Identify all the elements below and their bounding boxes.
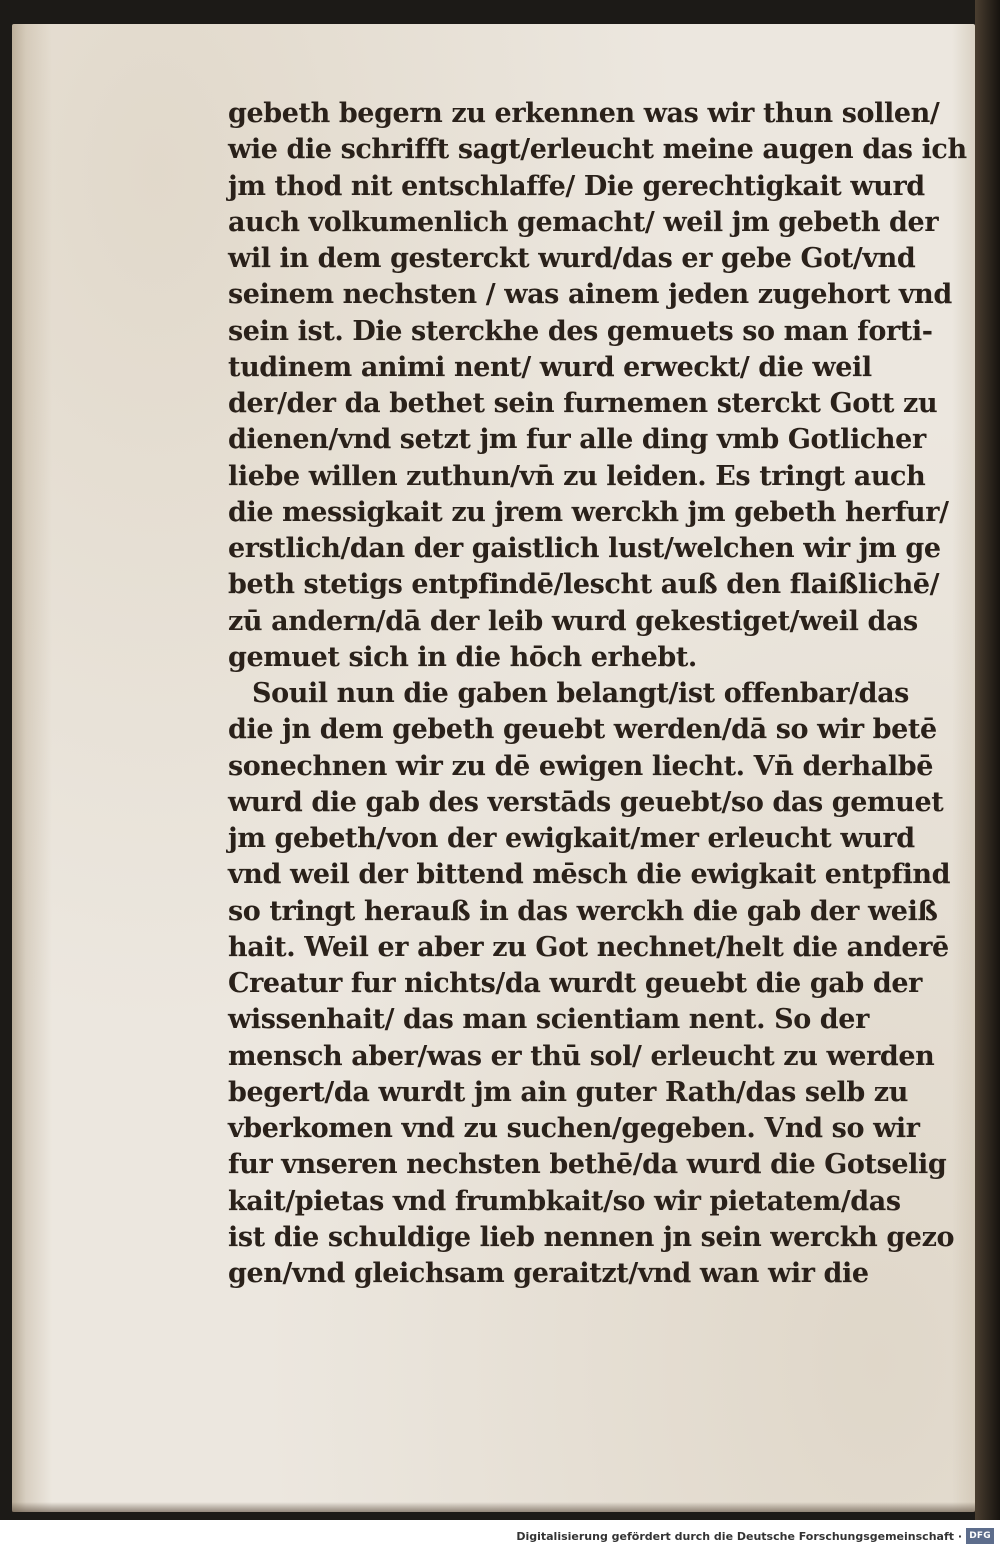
text-line: gen/vnd gleichsam geraitzt/vnd wan wir die bbox=[228, 1258, 869, 1289]
text-line: vnd weil der bittend mēsch die ewigkait entpfind bbox=[228, 859, 951, 891]
text-line: liebe willen zuthun/vn̄ zu leiden. Es tringt auch bbox=[228, 460, 926, 492]
text-line: tudinem animi nent/ wurd erweckt/ die weil bbox=[228, 351, 872, 383]
text-line: gebeth begern zu erkennen was wir thun sollen/ bbox=[228, 98, 940, 129]
text-line: wurd die gab des verstāds geuebt/so das gemuet bbox=[228, 786, 944, 818]
text-line: die messigkait zu jrem werckh jm gebeth herfur/ bbox=[228, 496, 949, 528]
text-line: hait. Weil er aber zu Got nechnet/helt die anderē bbox=[228, 931, 949, 963]
paragraph-start-line: Souil nun die gaben belangt/ist offenbar/das bbox=[252, 678, 909, 709]
text-line: der/der da bethet sein furnemen sterckt Gott zu bbox=[228, 388, 938, 419]
text-line: begert/da wurdt jm ain guter Rath/das selb zu bbox=[228, 1076, 908, 1108]
text-line: jm thod nit entschlaffe/ Die gerechtigkait wurd bbox=[228, 170, 925, 202]
text-line: ist die schuldige lieb nennen jn sein werckh gezo bbox=[228, 1221, 955, 1253]
text-line: vberkomen vnd zu suchen/gegeben. Vnd so wir bbox=[228, 1113, 920, 1144]
text-line: jm gebeth/von der ewigkait/mer erleucht wurd bbox=[228, 823, 915, 854]
text-line: dienen/vnd setzt jm fur alle ding vmb Gotlicher bbox=[228, 424, 926, 456]
text-line: wie die schrifft sagt/erleucht meine augen das ich bbox=[228, 134, 967, 166]
book-edge-shadow bbox=[975, 0, 1000, 1520]
text-line: auch volkumenlich gemacht/ weil jm gebeth der bbox=[228, 206, 939, 238]
text-line: sein ist. Die sterckhe des gemuets so man forti- bbox=[228, 315, 933, 347]
text-line: die jn dem gebeth geuebt werden/dā so wir betē bbox=[228, 714, 937, 746]
text-line: wissenhait/ das man scientiam nent. So der bbox=[228, 1004, 869, 1036]
text-line: erstlich/dan der gaistlich lust/welchen wir jm ge bbox=[228, 533, 941, 564]
text-line: sonechnen wir zu dē ewigen liecht. Vn̄ derhalbē bbox=[228, 750, 933, 782]
funding-notice: Digitalisierung gefördert durch die Deutsche Forschungsgemeinschaft · bbox=[516, 1530, 962, 1543]
text-line: wil in dem gesterckt wurd/das er gebe Got/vnd bbox=[228, 243, 916, 274]
page-bottom-edge bbox=[12, 1502, 975, 1512]
text-line: mensch aber/was er thū sol/ erleucht zu werden bbox=[228, 1040, 935, 1072]
footer-bar bbox=[0, 1520, 1000, 1558]
text-line: gemuet sich in die hōch erhebt. bbox=[228, 641, 697, 673]
text-line: seinem nechsten / was ainem jeden zugehort vnd bbox=[228, 279, 952, 311]
text-line: kait/pietas vnd frumbkait/so wir pietatem/das bbox=[228, 1185, 901, 1217]
text-line: Creatur fur nichts/da wurdt geuebt die gab der bbox=[228, 968, 922, 999]
text-line: beth stetigs entpfindē/lescht auß den flaißlichē/ bbox=[228, 569, 940, 601]
dfg-logo-icon: DFG bbox=[966, 1528, 994, 1544]
page-text bbox=[228, 96, 967, 1292]
text-line: zū andern/dā der leib wurd gekestiget/weil das bbox=[228, 605, 918, 637]
text-line: so tringt herauß in das werckh die gab der weiß bbox=[228, 895, 938, 927]
text-line: fur vnseren nechsten bethē/da wurd die Gotselig bbox=[228, 1149, 947, 1181]
